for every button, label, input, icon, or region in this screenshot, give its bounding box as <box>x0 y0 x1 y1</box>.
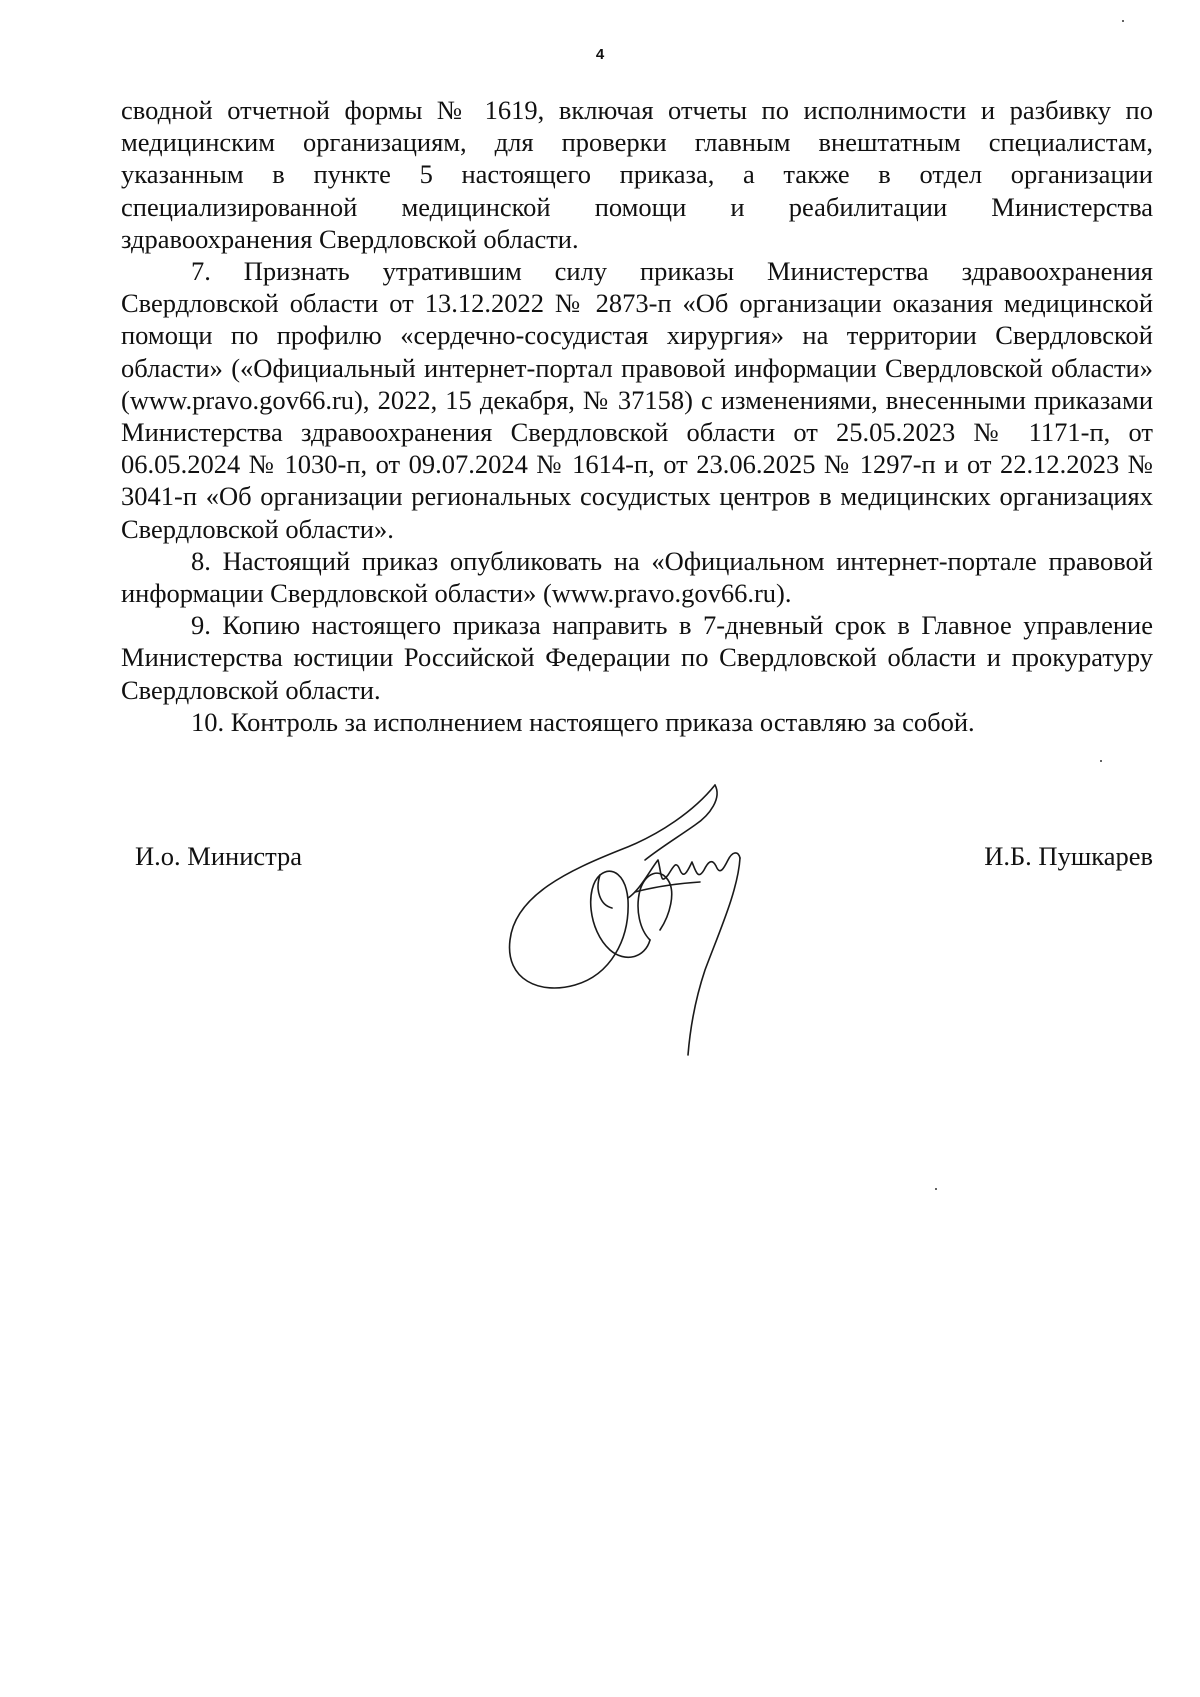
scan-speck <box>935 1188 937 1190</box>
handwritten-signature <box>500 780 770 1060</box>
paragraph-continuation: сводной отчетной формы № 1619, включая отчеты по исполнимости и разбивку по медицинским организациям, для проверки главным внештатным специалистам, указанным в пункте 5 настоящего приказа, а также в отдел организации специализированной медицинской помощи и реабилитации Министерства здравоохранения Свердловской области. <box>121 95 1153 254</box>
scan-speck <box>1100 760 1102 762</box>
signer-title: И.о. Министра <box>135 841 303 871</box>
paragraph-item-9: 9. Копию настоящего приказа направить в 7-дневный срок в Главное управление Министерства юстиции Российской Федерации по Свердловской области и прокуратуру Свердловской области. <box>121 610 1153 705</box>
paragraph-item-7: 7. Признать утратившим силу приказы Министерства здравоохранения Свердловской области от 13.12.2022 № 2873-п «Об организации оказания медицинской помощи по профилю «сердечно-сосудистая хирургия» на территории Свердловской области» («Официальный интернет-портал правовой информации Свердловской области» (www.pravo.gov66.ru), 2022, 15 декабря, № 37158) с изменениями, внесенными приказами Министерства здравоохранения Свердловской области от 25.05.2023 № 1171-п, от 06.05.2024 № 1030-п, от 09.07.2024 № 1614-п, от 23.06.2025 № 1297-п и от 22.12.2023 № 3041-п «Об организации региональных сосудистых центров в медицинских организациях Свердловской области». <box>121 256 1153 544</box>
paragraph-item-10: 10. Контроль за исполнением настоящего приказа оставляю за собой. <box>191 706 975 737</box>
signer-name: И.Б. Пушкарев <box>984 841 1153 871</box>
page-number: 4 <box>595 46 605 63</box>
paragraph-item-8: 8. Настоящий приказ опубликовать на «Официальном интернет-портале правовой информации Свердловской области» (www.pravo.gov66.ru). <box>121 545 1153 609</box>
scan-speck <box>1122 20 1124 22</box>
document-body <box>121 94 1153 738</box>
